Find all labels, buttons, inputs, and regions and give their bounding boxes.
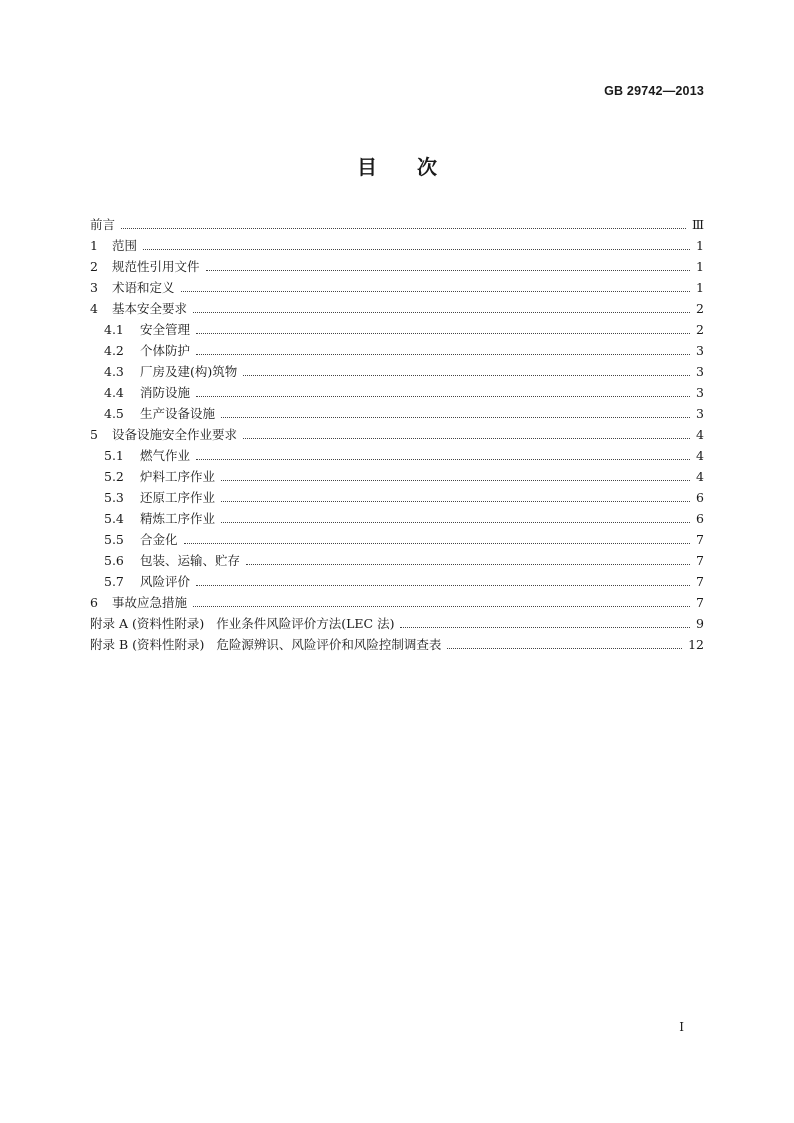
toc-dot-leader [143,249,690,250]
toc-entry[interactable] [90,530,704,551]
toc-page-number: 1 [696,259,704,274]
toc-page-number: 4 [696,448,704,463]
toc-entry-number: 5.1 [104,448,124,463]
toc-dot-leader [447,648,682,649]
toc-entry[interactable] [90,425,704,446]
toc-entry-label: 安全管理 [140,322,191,337]
toc-dot-leader [193,312,690,313]
toc-dot-leader [184,543,690,544]
toc-dot-leader [221,522,690,523]
toc-entry[interactable] [90,320,704,341]
toc-entry[interactable] [90,467,704,488]
toc-entry-label: 术语和定义 [112,280,175,295]
toc-entry[interactable] [90,614,704,635]
toc-entry-label: 精炼工序作业 [140,511,216,526]
toc-entry[interactable] [90,257,704,278]
toc-entry[interactable] [90,278,704,299]
toc-entry[interactable] [90,593,704,614]
toc-page-number: 6 [696,511,704,526]
toc-entry-number: 5.4 [104,511,124,526]
toc-page-number: 3 [696,343,704,358]
toc-dot-leader [196,585,690,586]
toc-entry-number: 5.5 [104,532,124,547]
toc-entry[interactable] [90,509,704,530]
toc-page-number: 7 [696,553,704,568]
toc-page-number: 12 [688,637,704,652]
toc-dot-leader [400,627,690,628]
toc-dot-leader [181,291,690,292]
toc-page-number: 1 [696,280,704,295]
toc-entry-label: 基本安全要求 [112,301,188,316]
toc-dot-leader [206,270,690,271]
toc-entry[interactable] [90,236,704,257]
page-number: I [679,1020,684,1034]
toc-entry-number: 5 [90,427,98,442]
toc-page-number: 7 [696,595,704,610]
toc-dot-leader [243,375,690,376]
toc-dot-leader [196,354,690,355]
toc-entry[interactable] [90,572,704,593]
toc-entry[interactable] [90,551,704,572]
toc-entry[interactable] [90,488,704,509]
toc-entry-label: 危险源辨识、风险评价和风险控制调查表 [216,637,442,652]
toc-entry-label: 风险评价 [140,574,191,589]
toc-page-number: 2 [696,301,704,316]
toc-entry[interactable] [90,299,704,320]
toc-dot-leader [221,480,690,481]
toc-page-number: 3 [696,385,704,400]
toc-entry-number: 2 [90,259,98,274]
toc-dot-leader [196,396,690,397]
toc-page-number: 9 [696,616,704,631]
toc-page-number: 3 [696,364,704,379]
toc-page-number: 7 [696,574,704,589]
toc-entry[interactable] [90,215,704,236]
toc-entry-number: 4.1 [104,322,124,337]
toc-page-number: 2 [696,322,704,337]
toc-dot-leader [243,438,690,439]
toc-dot-leader [221,501,690,502]
toc-dot-leader [246,564,690,565]
toc-entry[interactable] [90,446,704,467]
page-title [0,151,794,180]
title-char-1: 目 [357,155,377,179]
toc-entry-number: 3 [90,280,98,295]
toc-entry-label: 范围 [112,238,138,253]
toc-entry[interactable] [90,635,704,656]
toc-entry-label: 燃气作业 [140,448,191,463]
toc-entry-label: 合金化 [140,532,178,547]
toc-dot-leader [221,417,690,418]
toc-page-number: 7 [696,532,704,547]
toc-entry-label: 消防设施 [140,385,191,400]
toc-dot-leader [121,228,686,229]
toc-entry-label: 作业条件风险评价方法(LEC 法) [216,616,395,631]
toc-entry-label: 还原工序作业 [140,490,216,505]
toc-entry-number: 5.7 [104,574,124,589]
toc-entry-number: 5.3 [104,490,124,505]
title-char-2: 次 [417,155,437,179]
toc-entry[interactable] [90,383,704,404]
toc-entry-label: 个体防护 [140,343,191,358]
toc-entry-number: 5.2 [104,469,124,484]
toc-dot-leader [196,333,690,334]
toc-entry-label: 生产设备设施 [140,406,216,421]
toc-entry-number: 5.6 [104,553,124,568]
toc-entry-label: 前言 [90,217,116,232]
toc-dot-leader [196,459,690,460]
standard-code: GB 29742—2013 [604,84,704,98]
toc-page-number: Ⅲ [691,217,704,232]
toc-entry-label: 包装、运输、贮存 [140,553,241,568]
toc-entry-label: 设备设施安全作业要求 [112,427,238,442]
toc-appendix-head: 附录 A (资料性附录) [90,616,205,631]
toc-entry-number: 4.2 [104,343,124,358]
toc-entry-label: 厂房及建(构)筑物 [140,364,238,379]
table-of-contents [90,215,704,656]
toc-entry-label: 事故应急措施 [112,595,188,610]
toc-entry-label: 规范性引用文件 [112,259,200,274]
toc-entry-number: 4.4 [104,385,124,400]
toc-entry-label: 炉料工序作业 [140,469,216,484]
toc-entry[interactable] [90,362,704,383]
toc-entry-number: 1 [90,238,98,253]
toc-dot-leader [193,606,690,607]
toc-entry-number: 4.3 [104,364,124,379]
toc-entry-number: 6 [90,595,98,610]
toc-page-number: 3 [696,406,704,421]
toc-entry[interactable] [90,404,704,425]
toc-page-number: 6 [696,490,704,505]
toc-appendix-head: 附录 B (资料性附录) [90,637,205,652]
toc-page-number: 4 [696,469,704,484]
toc-entry-number: 4 [90,301,98,316]
toc-entry[interactable] [90,341,704,362]
toc-page-number: 4 [696,427,704,442]
toc-page-number: 1 [696,238,704,253]
toc-entry-number: 4.5 [104,406,124,421]
